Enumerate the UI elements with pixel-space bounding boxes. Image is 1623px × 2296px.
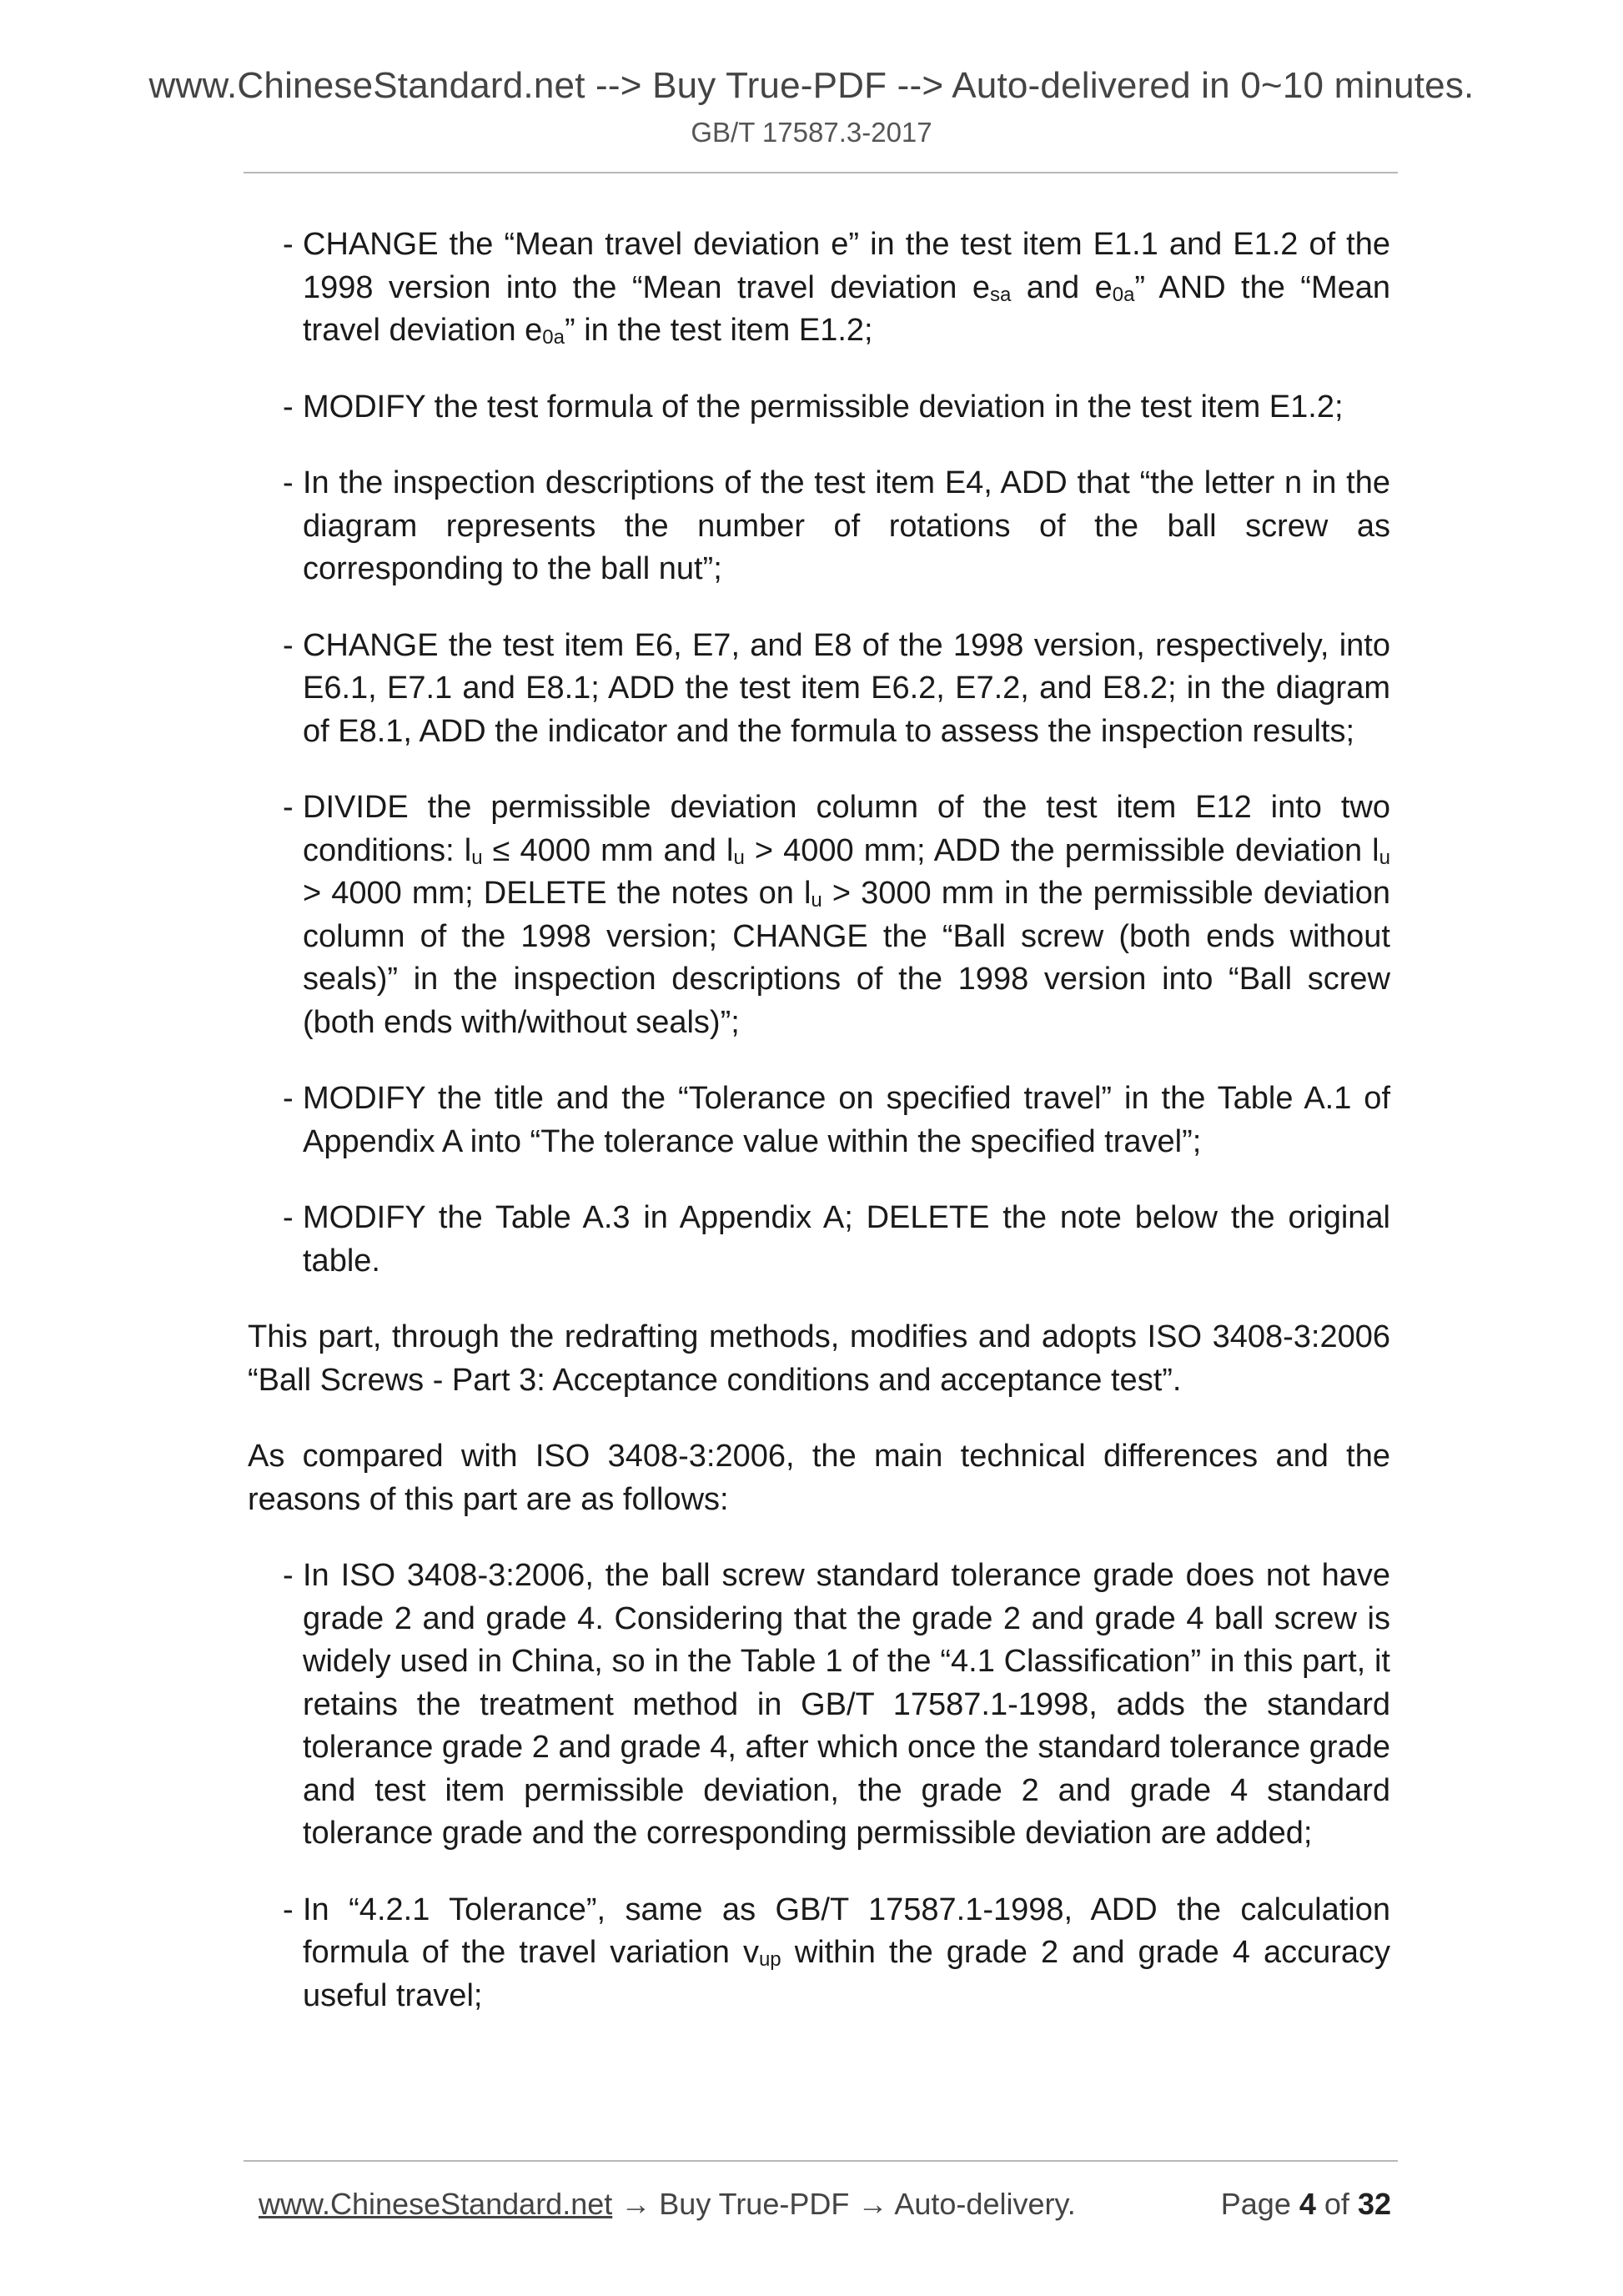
paragraph: This part, through the redrafting methods, modifies and adopts ISO 3408-3:2006 “Ball Screws - Part 3: Acceptance conditions and acceptance test”. — [248, 1319, 1390, 1398]
footer — [259, 2187, 1391, 2222]
page-indicator: Page 4 of 32 — [1220, 2187, 1391, 2221]
bullet-dash: - — [283, 627, 294, 663]
header-divider — [244, 172, 1398, 173]
bullet-dash: - — [283, 227, 294, 262]
header-banner: www.ChineseStandard.net --> Buy True-PDF --> Auto-delivered in 0~10 minutes. — [148, 65, 1475, 106]
list-item: - MODIFY the title and the “Tolerance on specified travel” in the Table A.1 of Appendix A into “The tolerance value within the specified travel”; — [248, 1078, 1390, 1163]
list-item: - In ISO 3408-3:2006, the ball screw standard tolerance grade does not have grade 2 and grade 4. Considering that the grade 2 and grade 4 ball screw is widely used in China, so in the Table 1 of the “4.1 Classification” in this part, it retains the treatment method in GB/T 17587.1-1998, adds the standard tolerance grade 2 and grade 4, after which once the standard tolerance grade and test item permissible deviation, the grade 2 and grade 4 standard tolerance grade and the corresponding permissible deviation are added; — [248, 1555, 1390, 1856]
bullet-dash: - — [283, 1558, 294, 1593]
list-item: - MODIFY the Table A.3 in Appendix A; DELETE the note below the original table. — [248, 1197, 1390, 1283]
delivery-text: Auto-delivery. — [894, 2187, 1076, 2221]
list-item: - In “4.2.1 Tolerance”, same as GB/T 17587.1-1998, ADD the calculation formula of the travel variation $v_{up}$ within the grade 2 and grade 4 accuracy useful travel; — [248, 1889, 1390, 2018]
arrow-icon: → — [857, 2187, 888, 2221]
bullet-dash: - — [283, 465, 294, 500]
buy-text: Buy True-PDF — [659, 2187, 850, 2221]
bullet-dash: - — [283, 1200, 294, 1235]
list-item: - MODIFY the test formula of the permissible deviation in the test item E1.2; — [248, 386, 1390, 430]
list-item: - CHANGE the test item E6, E7, and E8 of the 1998 version, respectively, into E6.1, E7.1 and E8.1; ADD the test item E6.2, E7.2, and E8.2; in the diagram of E8.1, ADD the indicator and the formula to assess the inspection results; — [248, 625, 1390, 754]
paragraph: As compared with ISO 3408-3:2006, the main technical differences and the reasons of this part are as follows: — [248, 1439, 1390, 1517]
list-item: - In the inspection descriptions of the test item E4, ADD that “the letter n in the diagram represents the number of rotations of the ball screw as corresponding to the ball nut”; — [248, 462, 1390, 591]
list-item: - DIVIDE the permissible deviation column of the test item E12 into two conditions: $l_u \le 4000$ mm and $l_u > 4000$ mm; ADD the permissible deviation $l_u > 4000$ mm; DELETE the notes on $l_u > 3000$ mm in the permissible deviation column of the 1998 version; CHANGE the “Ball screw (both ends without seals)” in the inspection descriptions of the 1998 version into “Ball screw (both ends with/without seals)”; — [248, 786, 1390, 1044]
footer-divider — [244, 2160, 1398, 2162]
bullet-dash: - — [283, 790, 294, 825]
page-total: 32 — [1357, 2187, 1391, 2221]
page-current: 4 — [1299, 2187, 1316, 2221]
bullet-dash: - — [283, 1892, 294, 1927]
list-item: - CHANGE the “Mean travel deviation e” in the test item E1.1 and E1.2 of the 1998 version into the “Mean travel deviation $e_{sa}$ and $e_{0a}$” AND the “Mean travel deviation $e_{0a}$” in the test item E1.2; — [248, 224, 1390, 353]
website-link[interactable]: www.ChineseStandard.net — [259, 2187, 613, 2221]
document-body — [248, 224, 1390, 2051]
arrow-icon: → — [621, 2187, 651, 2221]
bullet-dash: - — [283, 1081, 294, 1116]
standard-code: GB/T 17587.3-2017 — [691, 117, 932, 148]
bullet-dash: - — [283, 389, 294, 425]
